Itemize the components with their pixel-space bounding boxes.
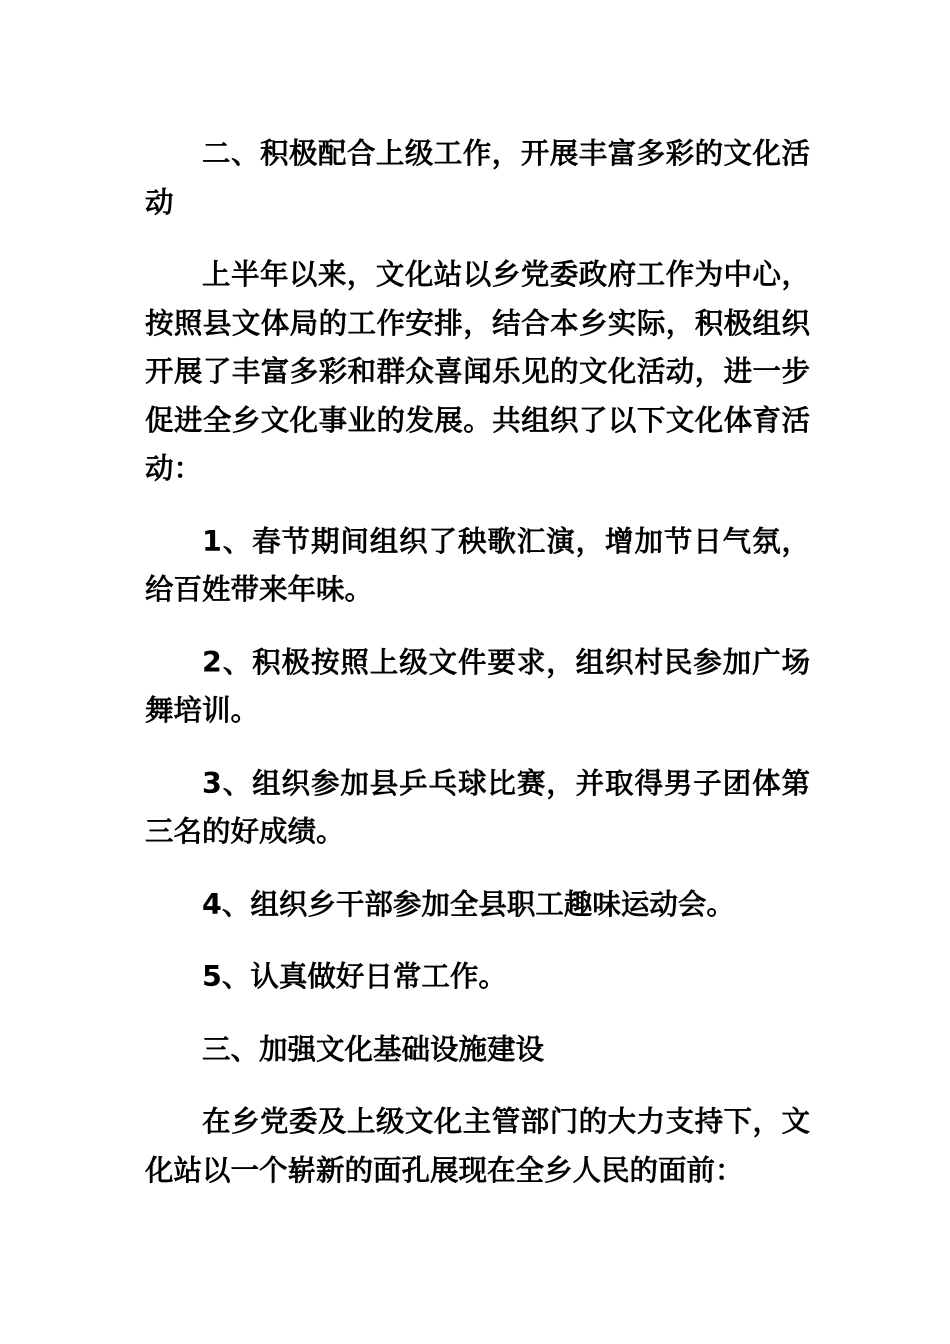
- list-item-3: 3、组织参加县乒乓球比赛，并取得男子团体第三名的好成绩。: [145, 766, 810, 848]
- section-heading-2: 二、积极配合上级工作，开展丰富多彩的文化活动: [145, 137, 810, 219]
- body-paragraph-infrastructure: 在乡党委及上级文化主管部门的大力支持下，文化站以一个崭新的面孔展现在全乡人民的面前：: [145, 1105, 810, 1187]
- list-item-5: 5、认真做好日常工作。: [202, 960, 507, 993]
- list-item-1: 1、春节期间组织了秧歌汇演，增加节日气氛，给百姓带来年味。: [145, 524, 810, 606]
- document-page: [145, 130, 810, 1219]
- list-item-2: 2、积极按照上级文件要求，组织村民参加广场舞培训。: [145, 645, 810, 727]
- list-item-4: 4、组织乡干部参加全县职工趣味运动会。: [202, 887, 735, 921]
- section-heading-3: 三、加强文化基础设施建设: [202, 1032, 545, 1066]
- body-paragraph-activities-intro: 上半年以来，文化站以乡党委政府工作为中心，按照县文体局的工作安排，结合本乡实际，积极组织开展了丰富多彩和群众喜闻乐见的文化活动，进一步促进全乡文化事业的发展。共组织了以下文化体育活动：: [145, 258, 810, 485]
